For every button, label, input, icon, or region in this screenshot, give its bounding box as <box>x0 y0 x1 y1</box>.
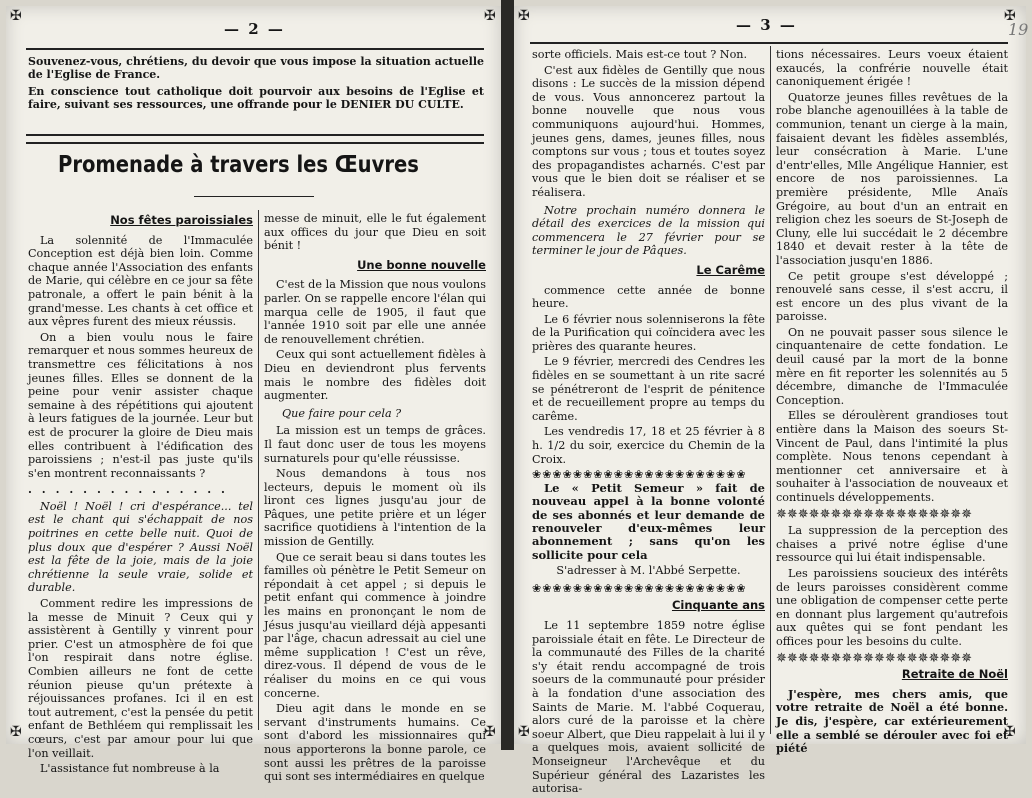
corner-ornament: ✠ <box>484 8 496 24</box>
section-heading: Retraite de Noël <box>901 667 1008 682</box>
corner-ornament: ✠ <box>484 724 496 740</box>
notice-line: Souvenez-vous, chrétiens, du devoir que vous impose la situation actuelle de l'Eglise de France. <box>28 55 484 81</box>
section-heading: Cinquante ans <box>671 598 765 613</box>
column-4 <box>776 48 1008 758</box>
column-divider <box>258 210 259 730</box>
column-1 <box>28 212 253 778</box>
address-line: S'adresser à M. l'Abbé Serpette. <box>556 564 741 578</box>
paragraph: Noël ! Noël ! cri d'espérance... tel est le chant qui s'échappait de nos poitrines en cette belle nuit. Quoi de plus doux que d'espérer ? Aussi Noël est la fête de la joie, mais de la joie chrétienne la seule vraie, solide et durable. <box>28 499 253 595</box>
paragraph: L'assistance fut nombreuse à la <box>40 762 220 776</box>
column-divider <box>770 46 771 734</box>
paragraph: tions nécessaires. Leurs voeux étaient exaucés, la confrérie nouvelle était canoniquement érigée ! <box>776 48 1008 89</box>
paragraph: Ce petit groupe s'est développé ; renouvelé sans cesse, il s'est accru, il est encore un des plus vivant de la paroisse. <box>776 269 1008 324</box>
paragraph: messe de minuit, elle le fut également aux offices du jour que Dieu en soit bénit ! <box>264 212 486 253</box>
paragraph: Les vendredis 17, 18 et 25 février à 8 h. 1/2 du soir, exercice du Chemin de la Croix. <box>532 425 765 466</box>
paragraph: Comment redire les impressions de la messe de Minuit ? Ceux qui y assistèrent à Gentilly y vinrent pour prier. C'est un atmosphère de foi que l'on respirait dans notre église. Combien ailleurs ne font de cette réunion pieuse qu'un prétexte à réjouissances profanes. Ici il en est tout autrement, c'est la pensée du petit enfant de Bethléem qui remplissait les cœurs, c'est par amour pour lui que l'on veillait. <box>28 597 253 760</box>
section-heading: Une bonne nouvelle <box>357 257 486 272</box>
page-gutter <box>501 0 514 750</box>
paragraph: Quatorze jeunes filles revêtues de la robe blanche agenouillées à la table de communion, tenant un cierge à la main, faisaient devant les fidèles assemblés, leur consécration à Marie. L'une d'entr'elles, Mlle Angélique Hannier, est encore de nos paroissiennes. La première présidente, Mlle Anaïs Grégoire, au bout d'un an entrait en religion chez les soeurs de St-Joseph de Cluny, elle lui succédait le 2 décembre 1840 et devait rester à la tête de l'association jusqu'en 1886. <box>776 90 1008 267</box>
page-number: — 3 — <box>736 16 797 34</box>
notice-line: En conscience tout catholique doit pourvoir aux besoins de l'Eglise et faire, suivant ses ressources, une offrande pour le DENIER DU CULTE. <box>28 85 484 111</box>
paragraph: Dieu agit dans le monde en se servant d'instruments humains. Ce sont d'abord les missionnaires qui nous apporterons la bonne parole, ce sont aussi les prêtres de la paroisse qui sont ses intermédiaires en quelque <box>264 702 486 784</box>
header-rule <box>26 48 484 50</box>
section-heading: Le Carême <box>696 262 765 277</box>
fleuron-separator: ❀❀❀❀❀❀❀❀❀❀❀❀❀❀❀❀❀❀❀❀❀ <box>532 581 747 595</box>
paragraph: sorte officiels. Mais est-ce tout ? Non. <box>532 48 748 61</box>
paragraph: Nous demandons à tous nos lecteurs, depuis le moment où ils liront ces lignes jusqu'au jour de Pâques, une petite prière et un léger sacrifice quotidiens à l'intention de la mission de Gentilly. <box>264 467 486 549</box>
header-rule <box>530 42 1008 44</box>
paragraph: Le 11 septembre 1859 notre église paroissiale était en fête. Le Directeur de la communauté des Filles de la charité s'y était rendu accompagné de trois soeurs de la communauté pour présider à la fondation d'une association des Saints de Marie. M. l'abbé Coquerau, alors curé de la paroisse et la chère soeur Albert, que Dieu rappelait à lui il y a quelques mois, avaient sollicité de Monseigneur l'Archevêque et du Supérieur général des Lazaristes les autorisa- <box>532 619 765 796</box>
title-underline <box>194 196 314 197</box>
paragraph: C'est de la Mission que nous voulons parler. On se rappelle encore l'élan qui marqua celle de 1905, il faut que l'année 1910 soit par elle une année de renouvellement chrétien. <box>264 278 486 346</box>
margin-mark: 19 <box>1008 20 1029 39</box>
paragraph: Le 9 février, mercredi des Cendres les fidèles en se soumettant à un rite sacré se pénétreront de l'esprit de pénitence et de recueillement propre au temps du carême. <box>532 355 765 423</box>
corner-ornament: ✠ <box>1004 8 1016 24</box>
subheading: Que faire pour cela ? <box>282 406 402 420</box>
paragraph: Ceux qui sont actuellement fidèles à Dieu en deviendront plus fervents mais le nombre des fidèles doit augmenter. <box>264 348 486 403</box>
corner-ornament: ✠ <box>518 724 530 740</box>
corner-ornament: ✠ <box>518 8 530 24</box>
paragraph: La mission est un temps de grâces. Il faut donc user de tous les moyens surnaturels pour qu'elle réussisse. <box>264 424 486 465</box>
column-3 <box>532 48 765 798</box>
star-separator: ✵✵✵✵✵✵✵✵✵✵✵✵✵✵✵✵✵✵ <box>776 650 973 666</box>
paragraph: Elles se déroulèrent grandioses tout entière dans la Maison des soeurs St-Vincent de Paul, dans l'intimité la plus complète. Nous tenons cependant à mentionner cet anniversaire et à souhaiter à l'association de nouveaux et continuels développements. <box>776 409 1008 504</box>
appeal-notice: Le « Petit Semeur » fait de nouveau appel à la bonne volonté de ses abonnés et leur demande de renouveler d'eux-mêmes leur abonnement ; sans qu'on les sollicite pour cela <box>532 480 765 562</box>
corner-ornament: ✠ <box>1004 724 1016 740</box>
notice-block <box>28 55 484 111</box>
paragraph: Le 6 février nous solenniserons la fête de la Purification qui coïncidera avec les prières des quarante heures. <box>532 312 765 353</box>
right-page <box>514 6 1029 796</box>
paragraph: commence cette année de bonne heure. <box>532 283 765 311</box>
star-separator: ✵✵✵✵✵✵✵✵✵✵✵✵✵✵✵✵✵✵ <box>776 506 973 522</box>
page-number: — 2 — <box>224 20 285 38</box>
column-2 <box>264 212 486 786</box>
fleuron-separator: ❀❀❀❀❀❀❀❀❀❀❀❀❀❀❀❀❀❀❀❀❀ <box>532 468 747 482</box>
paragraph: On ne pouvait passer sous silence le cinquantenaire de cette fondation. Le deuil causé par la mort de la bonne mère en fit reporter les solennités au 5 décembre, dimanche de l'Immaculée Conception. <box>776 325 1008 407</box>
announcement: Notre prochain numéro donnera le détail des exercices de la mission qui commencera le 27 février pour se terminer le jour de Pâques. <box>532 203 765 258</box>
paragraph: La suppression de la perception des chaises a privé notre église d'une ressource qui lui était indispensable. <box>776 524 1008 565</box>
wavy-divider <box>26 134 484 144</box>
paragraph: Les paroissiens soucieux des intérêts de leurs paroisses considèrent comme une obligation de compenser cette perte en donnant plus largement qu'autrefois aux quêtes qui se font pendant les offices pour les besoins du culte. <box>776 566 1008 648</box>
paragraph: La solennité de l'Immaculée Conception est déjà bien loin. Comme chaque année l'Association des enfants de Marie, qui célèbre en ce jour sa fête patronale, a offert le pain bénit à la grand'messe. Les chants à cet office et aux vêpres furent des mieux réussis. <box>28 233 253 329</box>
page-title: Promenade à travers les Œuvres <box>58 152 419 178</box>
dot-separator: . . . . . . . . . . . . . . . <box>28 482 228 497</box>
paragraph: C'est aux fidèles de Gentilly que nous disons : Le succès de la mission dépend de vous. Vous annoncerez partout la bonne nouvelle que nous vous communiquons aujourd'hui. Hommes, jeunes gens, dames, jeunes filles, nous comptons sur vous ; tous et toutes soyez des propagandistes acharnés. C'est par vous que le bien doit se réaliser et se réalisera. <box>532 63 765 199</box>
corner-ornament: ✠ <box>10 724 22 740</box>
paragraph: On a bien voulu nous le faire remarquer et nous sommes heureux de transmettre ces félicitations à nos jeunes filles. Elles se donnent de la peine pour venir assister chaque semaine à des répétitions qui ajoutent à leurs fatigues de la journée. Leur but est de procurer la gloire de Dieu mais elles contribuent à l'édification des paroissiens ; n'est-il pas juste qu'ils s'en montrent reconnaissants ? <box>28 330 253 480</box>
corner-ornament: ✠ <box>10 8 22 24</box>
paragraph: J'espère, mes chers amis, que votre retraite de Noël a été bonne. Je dis, j'espère, car extérieurement elle a semblé se dérouler avec foi et piété <box>776 686 1008 756</box>
paragraph: Que ce serait beau si dans toutes les familles où pénètre le Petit Semeur on répondait à cet appel ; si depuis le petit enfant qui commence à joindre les mains en prononçant le nom de Jésus jusqu'au vieillard déjà appesanti par l'âge, chacun adressait au ciel une même supplication ! C'est un rêve, direz-vous. Il dépend de vous de le réaliser du moins en ce qui vous concerne. <box>264 550 486 700</box>
left-page <box>6 6 501 784</box>
section-heading: Nos fêtes paroissiales <box>110 213 253 227</box>
